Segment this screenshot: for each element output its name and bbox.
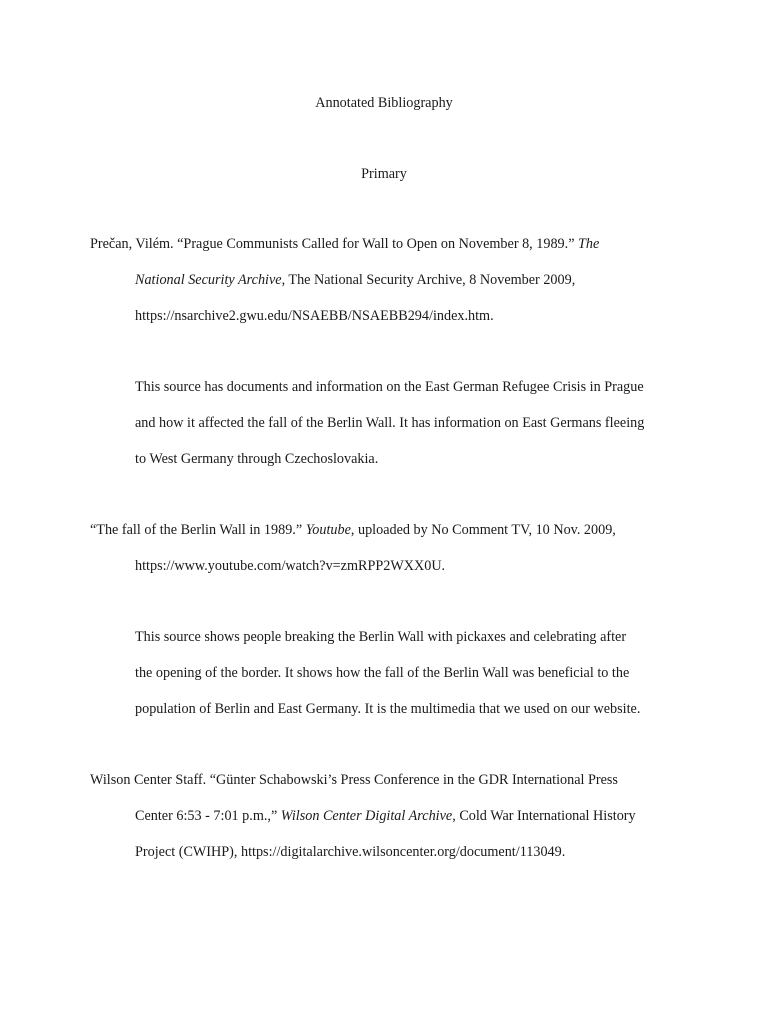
annotation-line: and how it affected the fall of the Berlin Wall. It has information on East Germans fleeing [135, 415, 645, 431]
citation-line [135, 807, 636, 825]
annotation-line: the opening of the border. It shows how the fall of the Berlin Wall was beneficial to the [135, 665, 630, 681]
citation-text: , Cold War International History [452, 808, 636, 824]
citation-text: , uploaded by No Comment TV, 10 Nov. 2009, [350, 522, 616, 538]
annotation-line: This source has documents and information on the East German Refugee Crisis in Prague [135, 379, 644, 395]
citation-text: “The fall of the Berlin Wall in 1989.” [90, 522, 306, 538]
citation-italic-text: National Security Archive [135, 272, 282, 288]
citation-line: Project (CWIHP), https://digitalarchive.wilsoncenter.org/document/113049. [135, 844, 566, 860]
citation-line [90, 235, 599, 253]
citation-italic-text: Wilson Center Digital Archive [280, 808, 453, 824]
citation-line [135, 271, 575, 289]
citation-url: https://www.youtube.com/watch?v=zmRPP2WXX0U. [135, 558, 446, 574]
citation-text: , The National Security Archive, 8 November 2009, [281, 272, 576, 288]
citation-line: Wilson Center Staff. “Günter Schabowski’s Press Conference in the GDR International Press [90, 772, 618, 788]
annotation-line: population of Berlin and East Germany. It is the multimedia that we used on our website. [135, 701, 641, 717]
citation-url: https://nsarchive2.gwu.edu/NSAEBB/NSAEBB294/index.htm. [135, 308, 494, 324]
annotation-line: to West Germany through Czechoslovakia. [135, 451, 379, 467]
annotation-line: This source shows people breaking the Berlin Wall with pickaxes and celebrating after [135, 629, 627, 645]
citation-line [90, 521, 616, 539]
citation-italic-text: The [578, 236, 600, 252]
citation-text: Prečan, Vilém. “Prague Communists Called for Wall to Open on November 8, 1989.” [90, 236, 579, 252]
page-title: Annotated Bibliography [315, 95, 453, 111]
citation-italic-text: Youtube [305, 522, 351, 538]
citation-text: Center 6:53 - 7:01 p.m.,” [135, 808, 281, 824]
section-heading: Primary [361, 166, 407, 182]
